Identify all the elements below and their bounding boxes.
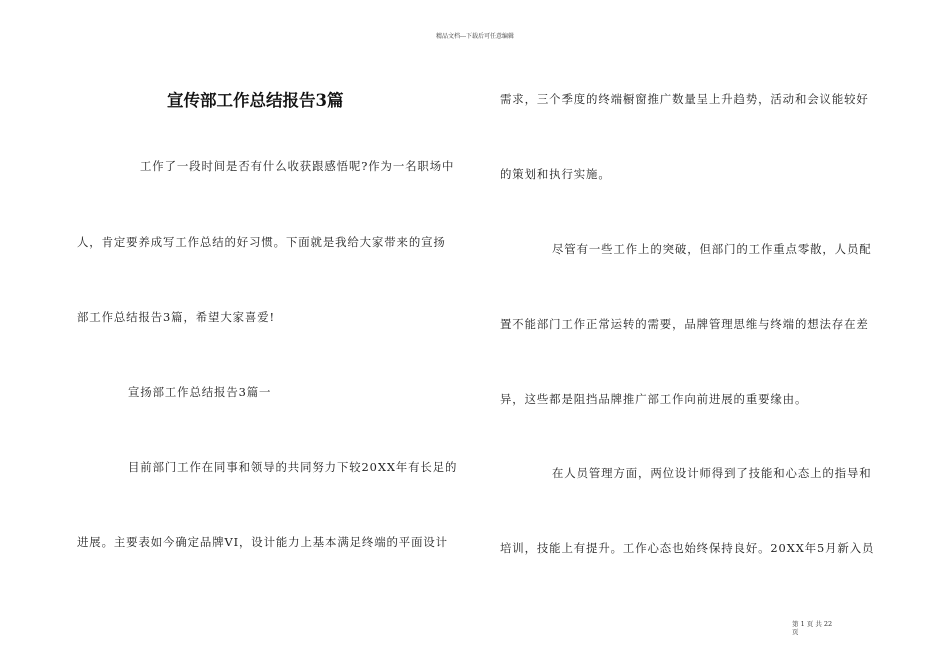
left-paragraph-line: 工作了一段时间是否有什么收获跟感悟呢?作为一名职场中: [140, 159, 455, 173]
left-paragraph-line: 人，肯定要养成写工作总结的好习惯。下面就是我给大家带来的宣扬: [77, 235, 446, 249]
right-paragraph-line: 异，这些都是阻挡品牌推广部工作向前进展的重要缘由。: [500, 392, 808, 406]
page-number-line2: 页: [792, 628, 799, 636]
document-title: 宣传部工作总结报告3篇: [167, 91, 344, 110]
right-paragraph-line: 置不能部门工作正常运转的需要，品牌管理思维与终端的想法存在差: [500, 317, 869, 331]
page-number-footer: [792, 620, 852, 636]
right-paragraph-line: 尽管有一些工作上的突破，但部门的工作重点零散，人员配: [552, 242, 872, 256]
right-paragraph-line: 在人员管理方面，两位设计师得到了技能和心态上的指导和: [552, 466, 872, 480]
left-paragraph-line: 目前部门工作在同事和领导的共同努力下较20XX年有长足的: [128, 460, 458, 474]
page-header: 精品文档---下载后可任意编辑: [435, 33, 515, 40]
section-heading: 宣扬部工作总结报告3篇一: [128, 385, 272, 399]
right-paragraph-line: 培训，技能上有提升。工作心态也始终保持良好。20XX年5月新入员: [500, 541, 875, 555]
right-paragraph-line: 需求，三个季度的终端橱窗推广数量呈上升趋势，活动和会议能较好: [500, 92, 869, 106]
page-number-line1: 第 1 页 共 22: [792, 620, 833, 628]
right-paragraph-line: 的策划和执行实施。: [500, 167, 611, 181]
left-paragraph-line: 部工作总结报告3篇，希望大家喜爱!: [77, 310, 275, 324]
left-paragraph-line: 进展。主要表如今确定品牌VI，设计能力上基本满足终端的平面设计: [77, 535, 448, 549]
